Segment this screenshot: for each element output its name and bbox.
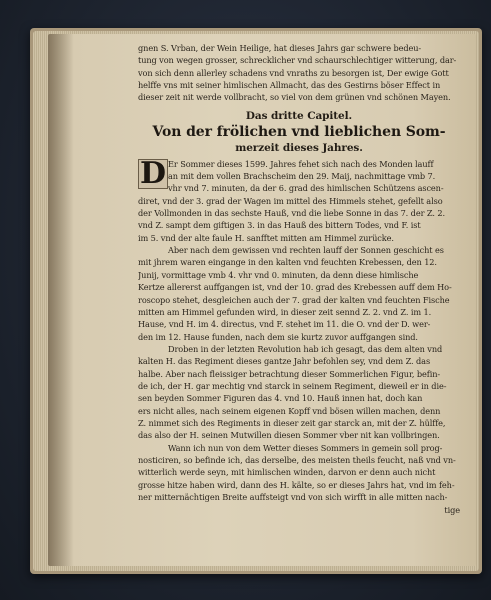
text-line: Z. nimmet sich des Regiments in dieser zeit gar starck an, mit der Z. hülffe, — [138, 417, 446, 428]
text-line: mitten am Himmel gefunden wird, in dieser zeit sennd Z. 2. vnd Z. im 1. — [138, 306, 432, 317]
text-line: vnd Z. sampt dem giftigen 3. in das Hauß des bittern Todes, vnd F. ist — [138, 220, 421, 231]
text-line: gnen S. Vrban, der Wein Heilige, hat dieses Jahrs gar schwere bedeu- — [138, 43, 422, 53]
page-text-block — [138, 42, 460, 517]
text-line: Junij, vormittage vmb 4. vhr vnd 0. minuten, da denn diese himlische — [138, 269, 419, 280]
text-line: de ich, der H. gar mechtig vnd starck in seinem Regiment, dieweil er in die- — [138, 380, 447, 391]
text-line: an mit dem vollen Brachscheim den 29. Maij, nachmittage vmb 7. — [168, 171, 436, 182]
text-line: kalten H. das Regiment dieses gantze Jahr befohlen sey, vnd dem Z. das — [138, 356, 431, 367]
text-line: Er Sommer dieses 1599. Jahres fehet sich nach des Monden lauff — [168, 158, 434, 169]
text-line: tung von wegen grosser, schrecklicher vnd schaurschlechtiger witterung, dar- — [138, 55, 457, 66]
text-line: halbe. Aber nach fleissiger betrachtung dieser Sommerlichen Figur, befin- — [138, 368, 441, 379]
text-line: ers nicht alles, nach seinem eigenen Kopff vnd bösen willen machen, denn — [138, 405, 441, 416]
text-line: von sich denn allerley schadens vnd vnraths zu besorgen ist, Der ewige Gott — [138, 67, 449, 78]
drop-cap-initial: D — [138, 159, 168, 189]
paragraph-first-line: Aber nach dem gewissen vnd rechten lauff der Sonnen geschicht es — [168, 245, 444, 256]
top-paragraph — [138, 42, 460, 104]
chapter-title-line2: merzeit dieses Jahres. — [235, 141, 363, 154]
paragraph-first-line: Wann ich nun von dem Wetter dieses Sommers in gemein soll prog- — [168, 442, 443, 453]
text-line: im 5. vnd der alte faule H. sanfftet mitten am Himmel zurücke. — [138, 232, 394, 243]
text-line: mit jhrem waren eingange in den kalten vnd feuchten Krebessen, den 12. — [138, 257, 437, 268]
text-line: dieser zeit nit werde vollbracht, so viel von dem grünen vnd schönen Mayen. — [138, 92, 451, 103]
text-line: witterlich werde seyn, mit himlischen winden, darvon er denn auch nicht — [138, 467, 436, 478]
text-line: der Vollmonden in das sechste Hauß, vnd die liebe Sonne in das 7. der Z. 2. — [138, 208, 445, 219]
chapter-heading: Das dritte Capitel. — [245, 109, 353, 122]
text-line: ner mitternächtigen Breite auffsteigt vnd von sich wirfft in alle mitten nach- — [138, 492, 448, 502]
book-page — [48, 34, 476, 566]
text-line: helffe vns mit seiner himlischen Allmacht, das des Gestirns böser Effect in — [138, 80, 441, 91]
text-line: vhr vnd 7. minuten, da der 6. grad des himlischen Schützens ascen- — [168, 183, 444, 194]
text-line: Hause, vnd H. im 4. directus, vnd F. stehet im 11. die O. vnd der D. wer- — [138, 319, 431, 330]
text-line: das also der H. seinen Mutwillen diesen Sommer vber nit kan vollbringen. — [138, 430, 440, 441]
text-line: roscopo stehet, desgleichen auch der 7. grad der kalten vnd feuchten Fische — [138, 294, 450, 305]
initial-paragraph — [138, 155, 460, 195]
chapter-title-line1: Von der frölichen vnd lieblichen Som- — [152, 123, 446, 140]
paragraph-first-line: Droben in der letzten Revolution hab ich gesagt, das dem alten vnd — [168, 343, 443, 354]
catchword: tige — [444, 505, 460, 516]
text-line: Kertze allererst auffgangen ist, vnd der 10. grad des Krebessen auff dem Ho- — [138, 282, 452, 293]
text-line: sen beyden Sommer Figuren das 4. vnd 10. Hauß innen hat, doch kan — [138, 393, 423, 404]
text-line: den im 12. Hause funden, nach dem sie kurtz zuvor auffgangen sind. — [138, 331, 418, 342]
text-line: nosticiren, so befinde ich, das derselbe, des meisten theils feucht, naß vnd vn- — [138, 454, 456, 465]
text-line: diret, vnd der 3. grad der Wagen im mittel des Himmels stehet, gefellt also — [138, 195, 443, 206]
text-line: grosse hitze haben wird, dann des H. kälte, so er dieses Jahrs hat, vnd im feh- — [138, 479, 455, 490]
page-gutter-shadow — [48, 34, 74, 566]
